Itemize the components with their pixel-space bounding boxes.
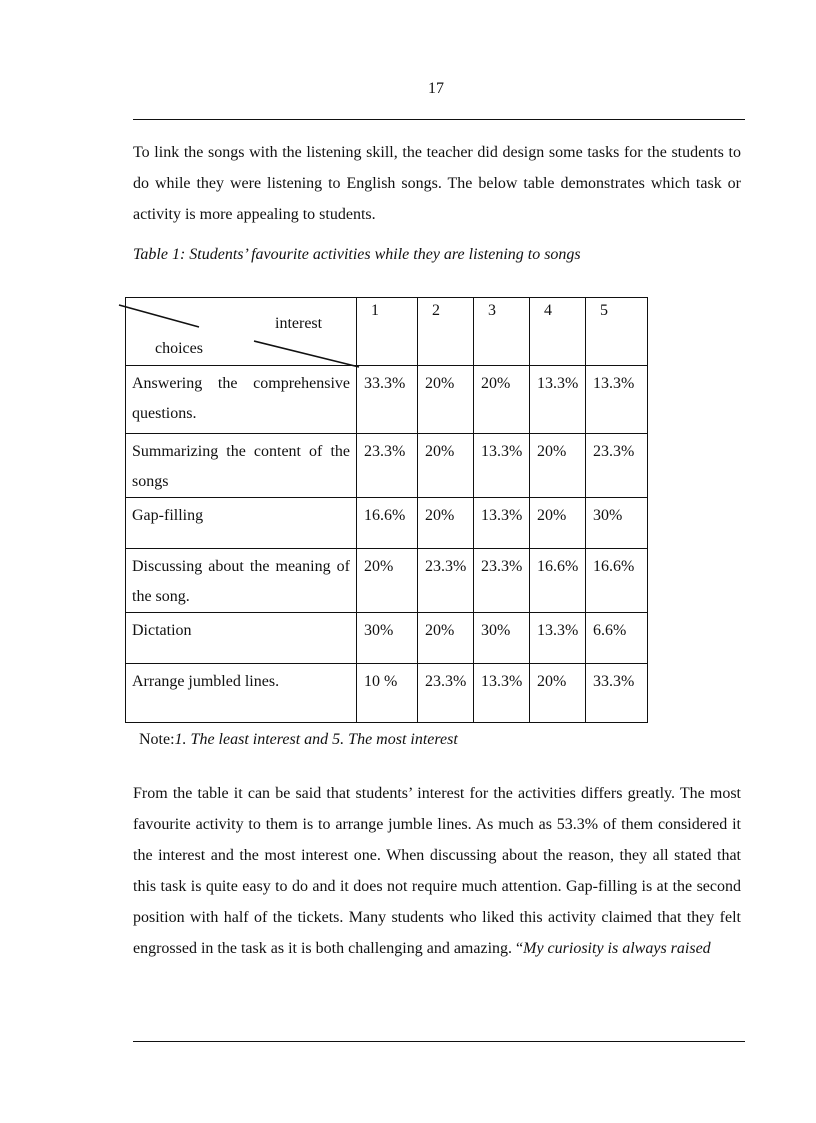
level-header: 3: [474, 298, 530, 366]
table-note: [139, 731, 458, 749]
value-cell: 23.3%: [418, 664, 474, 723]
level-header: 4: [530, 298, 586, 366]
table-row: [126, 549, 648, 613]
value-cell: 20%: [418, 498, 474, 549]
table-row: [126, 498, 648, 549]
value-cell: 30%: [357, 613, 418, 664]
value-cell: 13.3%: [474, 664, 530, 723]
activity-cell: Gap-filling: [126, 498, 357, 549]
analysis-body: From the table it can be said that students’ interest for the activities differs greatly. The most favourite activity to them is to arrange jumble lines. As much as 53.3% of them considered it the interest and the most interest one. When discussing about the reason, they all stated that this task is quite easy to do and it does not require much attention. Gap-filling is at the second position with half of the tickets. Many students who liked this activity claimed that they felt engrossed in the task as it is both challenging and amazing. “: [133, 785, 741, 957]
value-cell: 20%: [474, 366, 530, 434]
level-header: 2: [418, 298, 474, 366]
value-cell: 13.3%: [530, 366, 586, 434]
value-cell: 13.3%: [586, 366, 648, 434]
value-cell: 30%: [474, 613, 530, 664]
table-row: [126, 664, 648, 723]
header-rule: [133, 119, 745, 120]
value-cell: 20%: [418, 434, 474, 498]
table-row: [126, 434, 648, 498]
level-header: 1: [357, 298, 418, 366]
page-number: 17: [428, 80, 444, 97]
choices-label: choices: [155, 340, 203, 357]
table-caption: Table 1: Students’ favourite activities while they are listening to songs: [133, 246, 581, 263]
analysis-paragraph: [133, 778, 741, 964]
value-cell: 20%: [530, 664, 586, 723]
activity-cell: Summarizing the content of the songs: [126, 434, 357, 498]
level-header: 5: [586, 298, 648, 366]
value-cell: 16.6%: [530, 549, 586, 613]
value-cell: 23.3%: [357, 434, 418, 498]
activity-cell: Dictation: [126, 613, 357, 664]
value-cell: 6.6%: [586, 613, 648, 664]
value-cell: 33.3%: [357, 366, 418, 434]
note-text: 1. The least interest and 5. The most interest: [174, 731, 458, 748]
table-header-row: [126, 298, 648, 366]
value-cell: 16.6%: [586, 549, 648, 613]
activity-cell: Answering the comprehensive questions.: [126, 366, 357, 434]
value-cell: 20%: [418, 366, 474, 434]
value-cell: 20%: [418, 613, 474, 664]
value-cell: 10 %: [357, 664, 418, 723]
intro-paragraph: To link the songs with the listening skill, the teacher did design some tasks for the students to do while they were listening to English songs. The below table demonstrates which task or activity is more appealing to students.: [133, 144, 741, 223]
value-cell: 13.3%: [530, 613, 586, 664]
header-diagonal-cell: [126, 298, 357, 366]
activities-table: [125, 297, 648, 723]
value-cell: 23.3%: [474, 549, 530, 613]
value-cell: 23.3%: [418, 549, 474, 613]
value-cell: 20%: [357, 549, 418, 613]
diagonal-divider-line: [114, 296, 359, 368]
analysis-quote: My curiosity is always raised: [523, 940, 711, 957]
value-cell: 13.3%: [474, 498, 530, 549]
interest-label: interest: [275, 315, 323, 332]
footer-rule: [133, 1041, 745, 1042]
value-cell: 20%: [530, 498, 586, 549]
value-cell: 23.3%: [586, 434, 648, 498]
value-cell: 13.3%: [474, 434, 530, 498]
value-cell: 16.6%: [357, 498, 418, 549]
note-prefix: Note:: [139, 731, 175, 748]
table-row: [126, 613, 648, 664]
value-cell: 20%: [530, 434, 586, 498]
value-cell: 33.3%: [586, 664, 648, 723]
activity-cell: Discussing about the meaning of the song.: [126, 549, 357, 613]
table-row: [126, 366, 648, 434]
value-cell: 30%: [586, 498, 648, 549]
activity-cell: Arrange jumbled lines.: [126, 664, 357, 723]
